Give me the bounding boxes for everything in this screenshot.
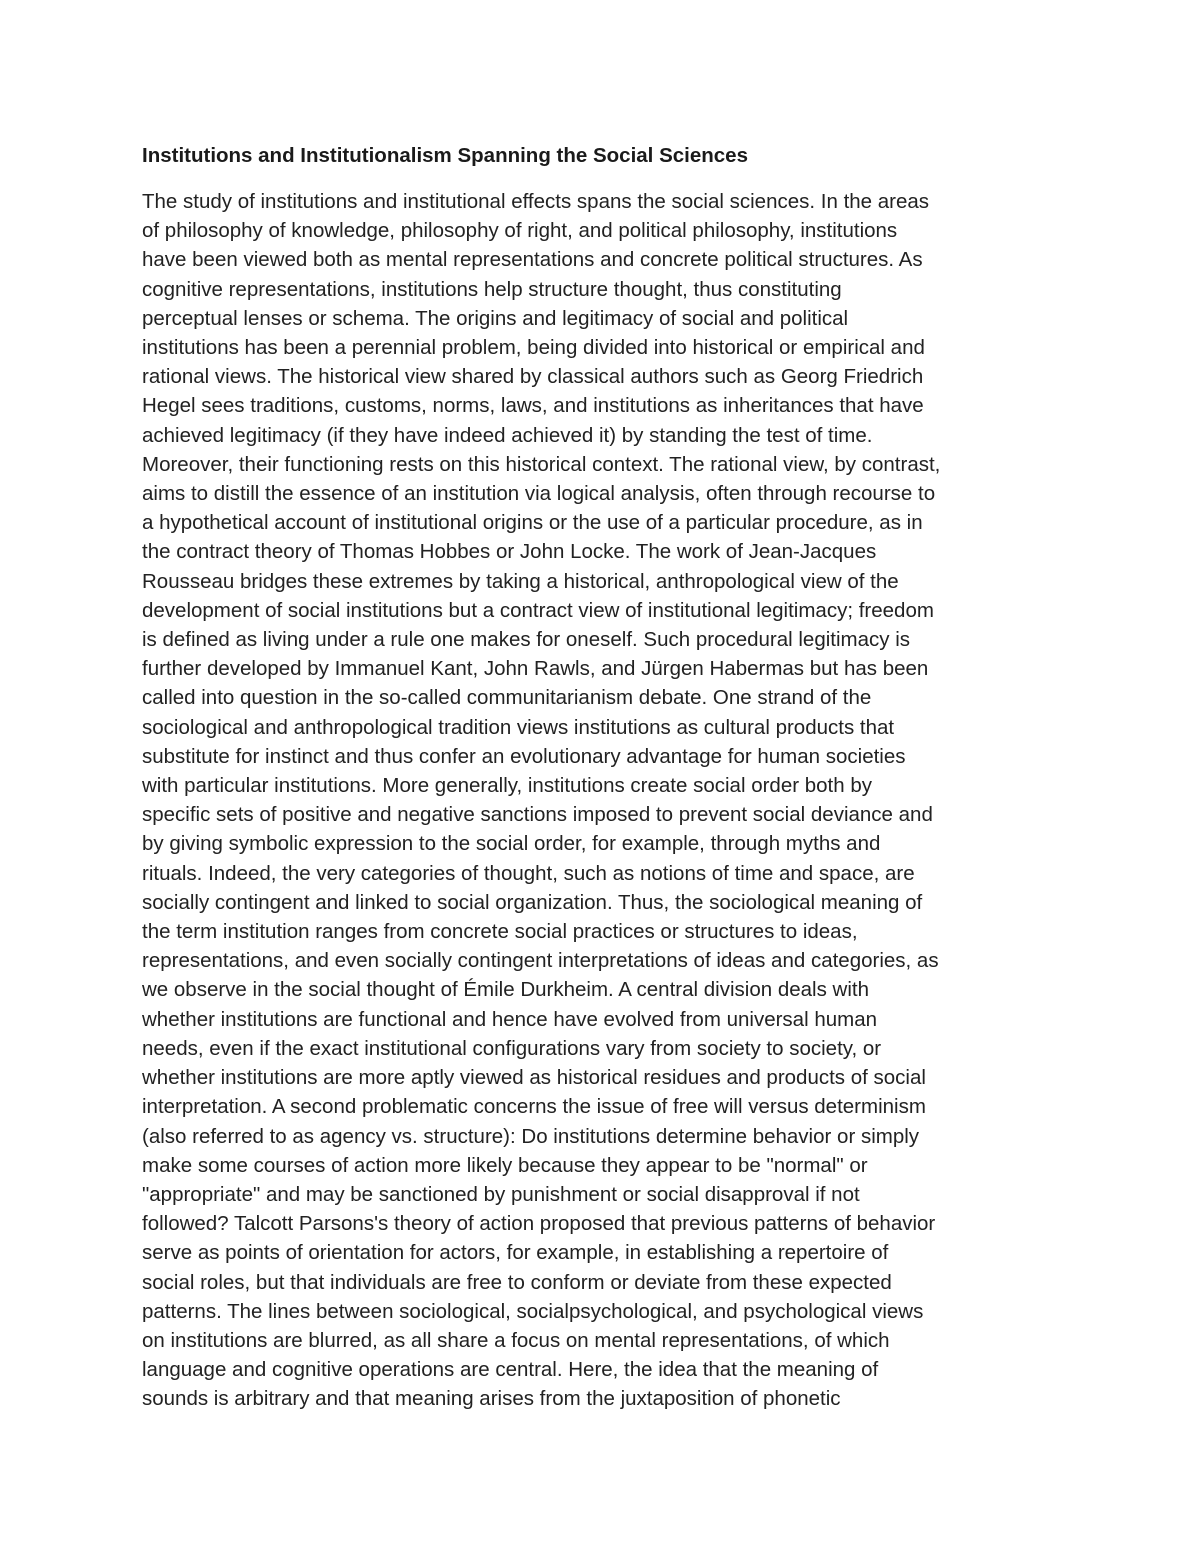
- body-text-line: a hypothetical account of institutional origins or the use of a particular procedure, as in: [142, 511, 923, 535]
- body-text-line: sounds is arbitrary and that meaning arises from the juxtaposition of phonetic: [142, 1387, 841, 1411]
- body-text-line: further developed by Immanuel Kant, John Rawls, and Jürgen Habermas but has been: [142, 657, 929, 681]
- body-text-line: called into question in the so-called communitarianism debate. One strand of the: [142, 686, 872, 710]
- body-text-line: whether institutions are functional and hence have evolved from universal human: [142, 1007, 878, 1031]
- body-text-line: representations, and even socially contingent interpretations of ideas and categories, as: [142, 949, 939, 973]
- body-text-line: institutions has been a perennial problem, being divided into historical or empirical and: [142, 336, 925, 360]
- body-text-line: language and cognitive operations are central. Here, the idea that the meaning of: [142, 1358, 879, 1382]
- body-text-line: socially contingent and linked to social organization. Thus, the sociological meaning of: [142, 890, 923, 914]
- body-text-line: (also referred to as agency vs. structure): Do institutions determine behavior or simply: [142, 1124, 920, 1148]
- body-text-line: patterns. The lines between sociological, socialpsychological, and psychological views: [142, 1299, 924, 1323]
- body-text-line: rational views. The historical view shared by classical authors such as Georg Friedrich: [142, 365, 924, 389]
- body-text-line: serve as points of orientation for actors, for example, in establishing a repertoire of: [142, 1241, 889, 1265]
- body-text-line: The study of institutions and institutional effects spans the social sciences. In the areas: [142, 190, 930, 213]
- body-text-line: specific sets of positive and negative sanctions imposed to prevent social deviance and: [142, 803, 933, 827]
- body-text-line: we observe in the social thought of Émile Durkheim. A central division deals with: [142, 978, 869, 1002]
- body-text-line: followed? Talcott Parsons's theory of action proposed that previous patterns of behavior: [142, 1212, 936, 1236]
- body-text-line: achieved legitimacy (if they have indeed achieved it) by standing the test of time.: [142, 423, 873, 447]
- body-text-line: substitute for instinct and thus confer an evolutionary advantage for human societies: [142, 744, 906, 768]
- body-text-line: of philosophy of knowledge, philosophy of right, and political philosophy, institutions: [142, 219, 898, 243]
- body-text-line: perceptual lenses or schema. The origins and legitimacy of social and political: [142, 306, 849, 330]
- body-text-line: with particular institutions. More generally, institutions create social order both by: [142, 774, 872, 798]
- body-text-line: sociological and anthropological tradition views institutions as cultural products that: [142, 715, 895, 739]
- body-text-line: aims to distill the essence of an institution via logical analysis, often through recourse to: [142, 482, 936, 506]
- document-title: Institutions and Institutionalism Spanning the Social Sciences: [142, 144, 748, 167]
- body-text-line: the contract theory of Thomas Hobbes or John Locke. The work of Jean-Jacques: [142, 540, 877, 564]
- body-text-line: make some courses of action more likely because they appear to be "normal" or: [142, 1153, 868, 1177]
- body-text-line: Rousseau bridges these extremes by taking a historical, anthropological view of the: [142, 569, 899, 593]
- body-text-line: by giving symbolic expression to the social order, for example, through myths and: [142, 832, 881, 856]
- body-text-line: Hegel sees traditions, customs, norms, laws, and institutions as inheritances that have: [142, 394, 924, 418]
- body-text-line: development of social institutions but a contract view of institutional legitimacy; freedom: [142, 598, 934, 622]
- body-text-line: rituals. Indeed, the very categories of thought, such as notions of time and space, are: [142, 861, 915, 885]
- body-text-line: social roles, but that individuals are free to conform or deviate from these expected: [142, 1270, 892, 1294]
- body-text-line: "appropriate" and may be sanctioned by punishment or social disapproval if not: [142, 1182, 860, 1206]
- body-text-line: whether institutions are more aptly viewed as historical residues and products of social: [142, 1066, 926, 1090]
- body-text-line: needs, even if the exact institutional configurations vary from society to society, or: [142, 1036, 882, 1060]
- body-text-line: the term institution ranges from concrete social practices or structures to ideas,: [142, 920, 858, 944]
- body-text-line: on institutions are blurred, as all share a focus on mental representations, of which: [142, 1328, 890, 1352]
- document-content: [142, 141, 1072, 1414]
- body-text-line: interpretation. A second problematic concerns the issue of free will versus determinism: [142, 1095, 926, 1119]
- document-body: [142, 187, 1072, 1414]
- body-text-line: Moreover, their functioning rests on this historical context. The rational view, by contrast,: [142, 452, 941, 476]
- body-text-line: is defined as living under a rule one makes for oneself. Such procedural legitimacy is: [142, 628, 911, 652]
- body-text-line: cognitive representations, institutions help structure thought, thus constituting: [142, 277, 842, 301]
- body-text-line: have been viewed both as mental representations and concrete political structures. As: [142, 248, 923, 272]
